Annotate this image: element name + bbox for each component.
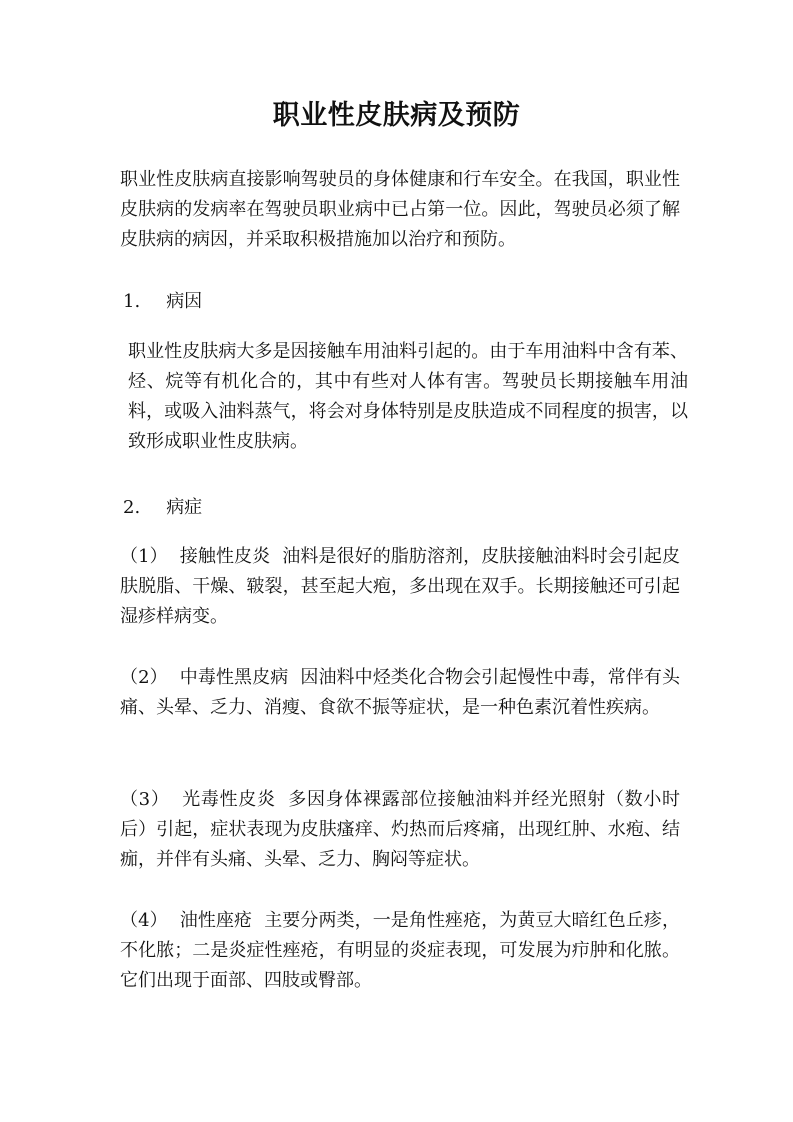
symptom-item-4 — [120, 906, 680, 996]
section-1-paragraph: 职业性皮肤病大多是因接触车用油料引起的。由于车用油料中含有苯、烃、烷等有机化合的，其中有些对人体有害。驾驶员长期接触车用油料，或吸入油料蒸气，将会对身体特别是皮肤造成不同程度的损害，以致形成职业性皮肤病。 — [128, 341, 688, 452]
symptom-1-number: （1） — [120, 546, 168, 567]
symptom-2-text: 因油料中烃类化合物会引起慢性中毒，常伴有头痛、头晕、乏力、消瘦、食欲不振等症状，是一种色素沉着性疾病。 — [120, 667, 681, 718]
symptom-item-3 — [120, 785, 680, 875]
section-2-title: 病症 — [166, 497, 203, 518]
section-1-number: 1. — [123, 291, 141, 312]
symptom-4-text: 主要分两类，一是角性痤疮，为黄豆大暗红色丘疹，不化脓；二是炎症性痤疮，有明显的炎症表现，可发展为疖肿和化脓。它们出现于面部、四肢或臀部。 — [120, 910, 681, 991]
symptom-1-text: 油料是很好的脂肪溶剂，皮肤接触油料时会引起皮肤脱脂、干燥、皲裂，甚至起大疱，多出现在双手。长期接触还可引起湿疹样病变。 — [120, 546, 681, 627]
symptom-4-name: 油性座疮 — [179, 910, 253, 931]
symptom-item-1 — [120, 542, 680, 632]
intro-paragraph: 职业性皮肤病直接影响驾驶员的身体健康和行车安全。在我国，职业性皮肤病的发病率在驾驶员职业病中已占第一位。因此，驾驶员必须了解皮肤病的病因，并采取积极措施加以治疗和预防。 — [120, 169, 680, 250]
symptom-3-text: 多因身体裸露部位接触油料并经光照射（数小时后）引起，症状表现为皮肤瘙痒、灼热而后疼痛，出现红肿、水疱、结痂，并伴有头痛、头晕、乏力、胸闷等症状。 — [120, 789, 681, 870]
document-title: 职业性皮肤病及预防 — [272, 100, 521, 131]
symptom-2-name: 中毒性黑皮病 — [179, 667, 289, 688]
section-1-heading — [120, 287, 202, 317]
symptom-4-number: （4） — [120, 910, 168, 931]
symptom-3-number: （3） — [120, 789, 170, 810]
section-2-number: 2. — [123, 497, 141, 518]
symptom-3-name: 光毒性皮炎 — [181, 789, 276, 810]
section-1-title: 病因 — [166, 291, 203, 312]
symptom-item-2 — [120, 663, 680, 723]
symptom-2-number: （2） — [120, 667, 168, 688]
symptom-1-name: 接触性皮炎 — [179, 546, 271, 567]
section-2-heading — [120, 493, 202, 523]
